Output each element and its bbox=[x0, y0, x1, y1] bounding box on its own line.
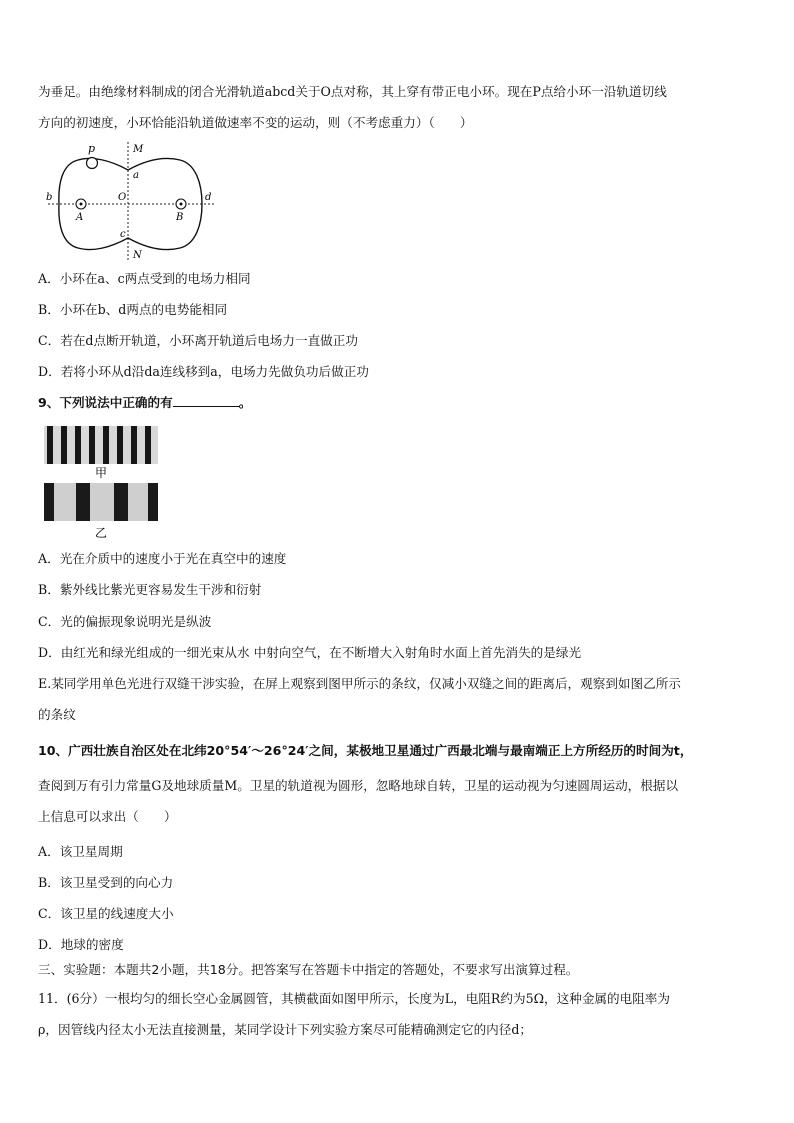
q11-line2: ρ，因管线内径太小无法直接测量，某同学设计下列实验方案尽可能精确测定它的内径d； bbox=[38, 1022, 533, 1037]
label-B: B bbox=[176, 212, 184, 223]
q10-option-a: A．该卫星周期 bbox=[38, 844, 123, 859]
q10-stem-line2: 查阅到万有引力常量G及地球质量M。卫星的轨道视为圆形，忽略地球自转，卫星的运动视为匀速圆周运动，根据以 bbox=[38, 778, 679, 793]
fringe-label-yi: 乙 bbox=[95, 526, 108, 540]
ring-p bbox=[87, 158, 98, 169]
q10-option-c: C．该卫星的线速度大小 bbox=[38, 906, 174, 921]
q9-stem-end: 。 bbox=[238, 395, 252, 410]
fringe-figure bbox=[44, 424, 160, 542]
q8-option-a: A．小环在a、c两点受到的电场力相同 bbox=[38, 271, 251, 286]
label-b: b bbox=[46, 192, 53, 203]
q8-option-d: D．若将小环从d沿da连线移到a，电场力先做负功后做正功 bbox=[38, 364, 369, 379]
label-A: A bbox=[76, 212, 84, 223]
q8-stem-line2: 方向的初速度，小环恰能沿轨道做速率不变的运动，则（不考虑重力）（ ） bbox=[38, 115, 473, 130]
q10-option-b: B．该卫星受到的向心力 bbox=[38, 875, 174, 890]
q9-option-e-cont: 的条纹 bbox=[38, 707, 76, 722]
q10-option-d: D．地球的密度 bbox=[38, 937, 124, 952]
q9-option-c: C．光的偏振现象说明光是纵波 bbox=[38, 614, 212, 629]
label-N: N bbox=[133, 250, 142, 261]
q9-stem bbox=[38, 394, 251, 412]
q9-option-e: E.某同学用单色光进行双缝干涉实验，在屏上观察到图甲所示的条纹，仅减小双缝之间的距离后，观察到如图乙所示 bbox=[38, 676, 681, 691]
fringe-label-jia: 甲 bbox=[95, 466, 108, 480]
section-heading: 三、实验题：本题共2小题，共18分。把答案写在答题卡中指定的答题处，不要求写出演算过程。 bbox=[38, 962, 579, 977]
label-c: c bbox=[120, 229, 126, 240]
q8-stem-line1: 为垂足。由绝缘材料制成的闭合光滑轨道abcd关于O点对称，其上穿有带正电小环。现在P点给小环一沿轨道切线 bbox=[38, 84, 667, 99]
answer-blank bbox=[173, 394, 239, 407]
label-d: d bbox=[205, 192, 212, 203]
label-O: O bbox=[118, 192, 127, 203]
q9-option-b: B．紫外线比紫光更容易发生干涉和衍射 bbox=[38, 582, 262, 597]
q9-option-d: D．由红光和绿光组成的一细光束从水 中射向空气，在不断增大入射角时水面上首先消失的是绿光 bbox=[38, 645, 582, 660]
label-a: a bbox=[133, 170, 139, 181]
label-M: M bbox=[133, 144, 144, 155]
track-figure bbox=[40, 140, 230, 262]
fringe-pattern-yi bbox=[44, 483, 158, 521]
q9-option-a: A．光在介质中的速度小于光在真空中的速度 bbox=[38, 551, 287, 566]
fringe-pattern-jia bbox=[44, 426, 158, 464]
q9-stem-text: 9、下列说法中正确的有 bbox=[38, 395, 173, 410]
q10-stem-line1: 10、广西壮族自治区处在北纬20°54′～26°24′之间，某极地卫星通过广西最北端与最南端正上方所经历的时间为t， bbox=[38, 743, 693, 758]
q8-option-c: C．若在d点断开轨道，小环离开轨道后电场力一直做正功 bbox=[38, 333, 358, 348]
label-p: p bbox=[88, 142, 96, 155]
q10-stem-line3: 上信息可以求出（ ） bbox=[38, 809, 177, 824]
q8-option-b: B．小环在b、d两点的电势能相同 bbox=[38, 302, 228, 317]
q11-line1: 11．(6分）一根均匀的细长空心金属圆管，其横截面如图甲所示，长度为L，电阻R约为5Ω，这种金属的电阻率为 bbox=[38, 991, 670, 1006]
